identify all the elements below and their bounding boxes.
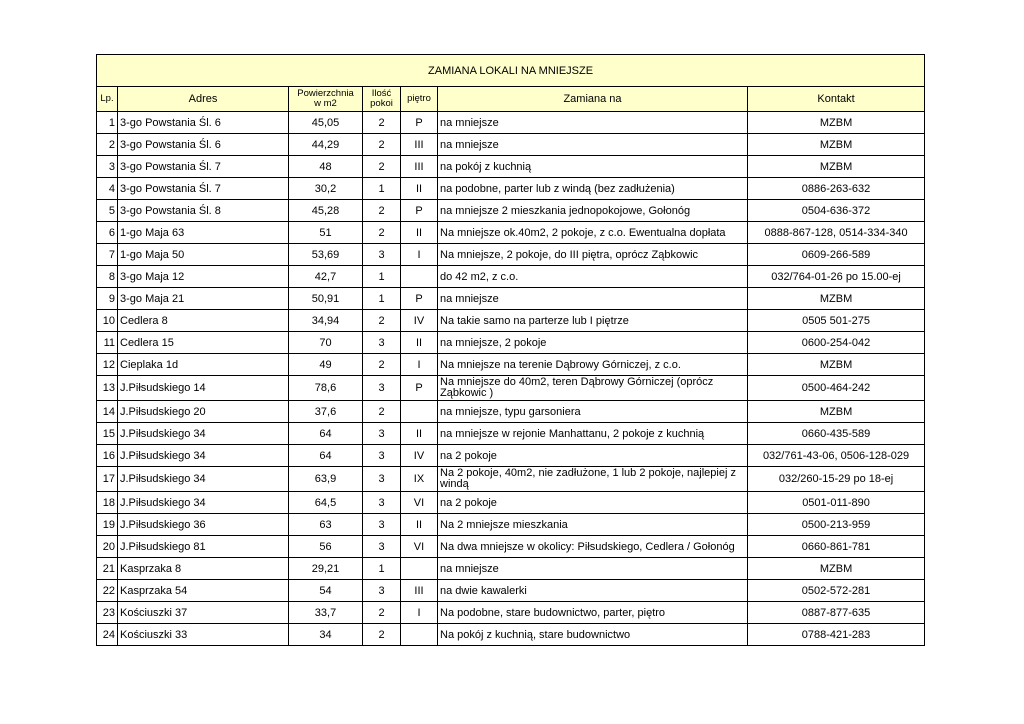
cell-zamiana: na mniejsze bbox=[438, 112, 748, 134]
cell-adres: J.Piłsudskiego 34 bbox=[118, 492, 289, 514]
header-adres: Adres bbox=[118, 87, 289, 112]
cell-kontakt: 0505 501-275 bbox=[748, 310, 925, 332]
cell-lp: 12 bbox=[97, 354, 118, 376]
cell-zamiana: Na 2 pokoje, 40m2, nie zadłużone, 1 lub 2 pokoje, najlepiej z windą bbox=[438, 467, 748, 492]
cell-ilosc-pokoi: 2 bbox=[363, 200, 401, 222]
cell-ilosc-pokoi: 2 bbox=[363, 156, 401, 178]
cell-ilosc-pokoi: 2 bbox=[363, 134, 401, 156]
cell-lp: 6 bbox=[97, 222, 118, 244]
cell-powierzchnia: 34 bbox=[289, 624, 363, 646]
table-row bbox=[97, 401, 925, 423]
cell-zamiana: na mniejsze, 2 pokoje bbox=[438, 332, 748, 354]
cell-lp: 14 bbox=[97, 401, 118, 423]
cell-kontakt: 0600-254-042 bbox=[748, 332, 925, 354]
cell-zamiana: na mniejsze bbox=[438, 288, 748, 310]
cell-lp: 5 bbox=[97, 200, 118, 222]
cell-powierzchnia: 30,2 bbox=[289, 178, 363, 200]
cell-lp: 2 bbox=[97, 134, 118, 156]
cell-adres: 3-go Powstania Śl. 8 bbox=[118, 200, 289, 222]
cell-adres: 3-go Powstania Śl. 6 bbox=[118, 112, 289, 134]
cell-ilosc-pokoi: 2 bbox=[363, 354, 401, 376]
cell-lp: 4 bbox=[97, 178, 118, 200]
table-row bbox=[97, 332, 925, 354]
cell-powierzchnia: 63 bbox=[289, 514, 363, 536]
cell-pietro: I bbox=[401, 602, 438, 624]
cell-kontakt: 032/764-01-26 po 15.00-ej bbox=[748, 266, 925, 288]
cell-pietro: IX bbox=[401, 467, 438, 492]
table-row bbox=[97, 467, 925, 492]
cell-kontakt: 0609-266-589 bbox=[748, 244, 925, 266]
cell-adres: Cieplaka 1d bbox=[118, 354, 289, 376]
table-row bbox=[97, 200, 925, 222]
cell-pietro: P bbox=[401, 288, 438, 310]
cell-kontakt: 032/761-43-06, 0506-128-029 bbox=[748, 445, 925, 467]
cell-powierzchnia: 49 bbox=[289, 354, 363, 376]
cell-zamiana: na pokój z kuchnią bbox=[438, 156, 748, 178]
cell-lp: 19 bbox=[97, 514, 118, 536]
table-row bbox=[97, 112, 925, 134]
cell-pietro: II bbox=[401, 222, 438, 244]
cell-ilosc-pokoi: 2 bbox=[363, 112, 401, 134]
cell-powierzchnia: 45,28 bbox=[289, 200, 363, 222]
cell-adres: 1-go Maja 63 bbox=[118, 222, 289, 244]
cell-lp: 24 bbox=[97, 624, 118, 646]
cell-zamiana: Na takie samo na parterze lub I piętrze bbox=[438, 310, 748, 332]
cell-powierzchnia: 48 bbox=[289, 156, 363, 178]
cell-powierzchnia: 44,29 bbox=[289, 134, 363, 156]
cell-kontakt: 0502-572-281 bbox=[748, 580, 925, 602]
cell-kontakt: 0887-877-635 bbox=[748, 602, 925, 624]
cell-ilosc-pokoi: 1 bbox=[363, 178, 401, 200]
cell-kontakt: 0501-011-890 bbox=[748, 492, 925, 514]
table-row bbox=[97, 288, 925, 310]
table-row bbox=[97, 492, 925, 514]
cell-adres: 3-go Maja 21 bbox=[118, 288, 289, 310]
header-zamiana: Zamiana na bbox=[438, 87, 748, 112]
cell-pietro: III bbox=[401, 580, 438, 602]
cell-lp: 11 bbox=[97, 332, 118, 354]
cell-ilosc-pokoi: 1 bbox=[363, 288, 401, 310]
cell-adres: Cedlera 15 bbox=[118, 332, 289, 354]
cell-lp: 13 bbox=[97, 376, 118, 401]
cell-adres: 3-go Powstania Śl. 6 bbox=[118, 134, 289, 156]
table-row bbox=[97, 310, 925, 332]
cell-pietro: I bbox=[401, 354, 438, 376]
cell-pietro: III bbox=[401, 156, 438, 178]
cell-kontakt: 0500-213-959 bbox=[748, 514, 925, 536]
cell-adres: 3-go Powstania Śl. 7 bbox=[118, 156, 289, 178]
cell-pietro: I bbox=[401, 244, 438, 266]
cell-powierzchnia: 64,5 bbox=[289, 492, 363, 514]
cell-adres: 3-go Powstania Śl. 7 bbox=[118, 178, 289, 200]
cell-ilosc-pokoi: 2 bbox=[363, 401, 401, 423]
cell-pietro: II bbox=[401, 178, 438, 200]
table-row bbox=[97, 354, 925, 376]
cell-kontakt: 0504-636-372 bbox=[748, 200, 925, 222]
table-row bbox=[97, 266, 925, 288]
table-row bbox=[97, 602, 925, 624]
cell-lp: 10 bbox=[97, 310, 118, 332]
cell-powierzchnia: 33,7 bbox=[289, 602, 363, 624]
cell-pietro bbox=[401, 401, 438, 423]
cell-powierzchnia: 53,69 bbox=[289, 244, 363, 266]
cell-powierzchnia: 37,6 bbox=[289, 401, 363, 423]
cell-zamiana: na mniejsze w rejonie Manhattanu, 2 pokoje z kuchnią bbox=[438, 423, 748, 445]
cell-adres: 3-go Maja 12 bbox=[118, 266, 289, 288]
page-title: ZAMIANA LOKALI NA MNIEJSZE bbox=[97, 55, 925, 87]
table-row bbox=[97, 156, 925, 178]
cell-pietro bbox=[401, 558, 438, 580]
cell-kontakt: MZBM bbox=[748, 112, 925, 134]
cell-lp: 17 bbox=[97, 467, 118, 492]
cell-powierzchnia: 64 bbox=[289, 445, 363, 467]
cell-zamiana: do 42 m2, z c.o. bbox=[438, 266, 748, 288]
cell-pietro: VI bbox=[401, 536, 438, 558]
cell-lp: 8 bbox=[97, 266, 118, 288]
cell-zamiana: na mniejsze bbox=[438, 134, 748, 156]
cell-pietro: IV bbox=[401, 310, 438, 332]
cell-zamiana: Na pokój z kuchnią, stare budownictwo bbox=[438, 624, 748, 646]
cell-ilosc-pokoi: 3 bbox=[363, 536, 401, 558]
cell-zamiana: Na mniejsze, 2 pokoje, do III piętra, oprócz Ząbkowic bbox=[438, 244, 748, 266]
cell-adres: J.Piłsudskiego 36 bbox=[118, 514, 289, 536]
cell-pietro bbox=[401, 624, 438, 646]
cell-pietro: VI bbox=[401, 492, 438, 514]
cell-zamiana: na 2 pokoje bbox=[438, 445, 748, 467]
table-row bbox=[97, 244, 925, 266]
cell-kontakt: 0886-263-632 bbox=[748, 178, 925, 200]
cell-zamiana: na 2 pokoje bbox=[438, 492, 748, 514]
cell-adres: J.Piłsudskiego 34 bbox=[118, 423, 289, 445]
cell-ilosc-pokoi: 2 bbox=[363, 222, 401, 244]
cell-ilosc-pokoi: 1 bbox=[363, 558, 401, 580]
cell-lp: 15 bbox=[97, 423, 118, 445]
cell-kontakt: 0888-867-128, 0514-334-340 bbox=[748, 222, 925, 244]
cell-powierzchnia: 78,6 bbox=[289, 376, 363, 401]
exchange-table bbox=[96, 54, 925, 646]
cell-kontakt: MZBM bbox=[748, 354, 925, 376]
cell-kontakt: MZBM bbox=[748, 401, 925, 423]
table-row bbox=[97, 514, 925, 536]
cell-kontakt: 0660-435-589 bbox=[748, 423, 925, 445]
cell-pietro: P bbox=[401, 112, 438, 134]
cell-kontakt: MZBM bbox=[748, 156, 925, 178]
cell-lp: 20 bbox=[97, 536, 118, 558]
cell-powierzchnia: 34,94 bbox=[289, 310, 363, 332]
cell-lp: 18 bbox=[97, 492, 118, 514]
cell-kontakt: 0500-464-242 bbox=[748, 376, 925, 401]
cell-ilosc-pokoi: 2 bbox=[363, 310, 401, 332]
cell-powierzchnia: 45,05 bbox=[289, 112, 363, 134]
cell-adres: J.Piłsudskiego 34 bbox=[118, 445, 289, 467]
cell-adres: J.Piłsudskiego 81 bbox=[118, 536, 289, 558]
cell-pietro: P bbox=[401, 376, 438, 401]
cell-zamiana: Na podobne, stare budownictwo, parter, piętro bbox=[438, 602, 748, 624]
cell-lp: 3 bbox=[97, 156, 118, 178]
cell-adres: Kościuszki 37 bbox=[118, 602, 289, 624]
cell-ilosc-pokoi: 3 bbox=[363, 514, 401, 536]
cell-pietro: II bbox=[401, 423, 438, 445]
cell-ilosc-pokoi: 3 bbox=[363, 580, 401, 602]
cell-ilosc-pokoi: 3 bbox=[363, 492, 401, 514]
cell-adres: J.Piłsudskiego 34 bbox=[118, 467, 289, 492]
header-ilosc-pokoi bbox=[363, 87, 401, 112]
cell-pietro: II bbox=[401, 332, 438, 354]
cell-powierzchnia: 50,91 bbox=[289, 288, 363, 310]
cell-zamiana: na mniejsze 2 mieszkania jednopokojowe, Gołonóg bbox=[438, 200, 748, 222]
cell-zamiana: Na 2 mniejsze mieszkania bbox=[438, 514, 748, 536]
table-row bbox=[97, 445, 925, 467]
cell-powierzchnia: 63,9 bbox=[289, 467, 363, 492]
cell-zamiana: Na mniejsze ok.40m2, 2 pokoje, z c.o. Ewentualna dopłata bbox=[438, 222, 748, 244]
cell-zamiana: na podobne, parter lub z windą (bez zadłużenia) bbox=[438, 178, 748, 200]
cell-kontakt: MZBM bbox=[748, 134, 925, 156]
cell-powierzchnia: 70 bbox=[289, 332, 363, 354]
cell-ilosc-pokoi: 1 bbox=[363, 266, 401, 288]
header-powierzchnia-line2: w m2 bbox=[314, 98, 337, 109]
cell-ilosc-pokoi: 3 bbox=[363, 467, 401, 492]
table-row bbox=[97, 178, 925, 200]
cell-powierzchnia: 64 bbox=[289, 423, 363, 445]
cell-zamiana: Na mniejsze na terenie Dąbrowy Górniczej, z c.o. bbox=[438, 354, 748, 376]
cell-ilosc-pokoi: 3 bbox=[363, 445, 401, 467]
cell-ilosc-pokoi: 3 bbox=[363, 244, 401, 266]
cell-powierzchnia: 29,21 bbox=[289, 558, 363, 580]
cell-adres: J.Piłsudskiego 14 bbox=[118, 376, 289, 401]
cell-ilosc-pokoi: 3 bbox=[363, 332, 401, 354]
cell-kontakt: MZBM bbox=[748, 558, 925, 580]
cell-adres: J.Piłsudskiego 20 bbox=[118, 401, 289, 423]
cell-kontakt: 032/260-15-29 po 18-ej bbox=[748, 467, 925, 492]
cell-powierzchnia: 54 bbox=[289, 580, 363, 602]
table-row bbox=[97, 624, 925, 646]
cell-adres: Cedlera 8 bbox=[118, 310, 289, 332]
cell-adres: Kasprzaka 54 bbox=[118, 580, 289, 602]
cell-lp: 7 bbox=[97, 244, 118, 266]
cell-pietro: II bbox=[401, 514, 438, 536]
header-powierzchnia-line1: Powierzchnia bbox=[297, 88, 354, 99]
table-row bbox=[97, 134, 925, 156]
cell-ilosc-pokoi: 2 bbox=[363, 602, 401, 624]
cell-powierzchnia: 56 bbox=[289, 536, 363, 558]
cell-powierzchnia: 42,7 bbox=[289, 266, 363, 288]
table-row bbox=[97, 222, 925, 244]
cell-zamiana: na mniejsze bbox=[438, 558, 748, 580]
cell-adres: Kasprzaka 8 bbox=[118, 558, 289, 580]
header-lp: Lp. bbox=[97, 87, 118, 112]
table-row bbox=[97, 376, 925, 401]
cell-pietro: P bbox=[401, 200, 438, 222]
cell-adres: 1-go Maja 50 bbox=[118, 244, 289, 266]
cell-zamiana: na dwie kawalerki bbox=[438, 580, 748, 602]
cell-lp: 21 bbox=[97, 558, 118, 580]
header-ilosc-line2: pokoi bbox=[370, 98, 393, 109]
cell-pietro: IV bbox=[401, 445, 438, 467]
cell-pietro bbox=[401, 266, 438, 288]
header-powierzchnia bbox=[289, 87, 363, 112]
table-row bbox=[97, 558, 925, 580]
cell-ilosc-pokoi: 3 bbox=[363, 423, 401, 445]
table-row bbox=[97, 536, 925, 558]
cell-lp: 23 bbox=[97, 602, 118, 624]
cell-kontakt: MZBM bbox=[748, 288, 925, 310]
cell-ilosc-pokoi: 2 bbox=[363, 624, 401, 646]
cell-kontakt: 0788-421-283 bbox=[748, 624, 925, 646]
cell-zamiana: Na mniejsze do 40m2, teren Dąbrowy Górniczej (oprócz Ząbkowic ) bbox=[438, 376, 748, 401]
cell-ilosc-pokoi: 3 bbox=[363, 376, 401, 401]
cell-lp: 16 bbox=[97, 445, 118, 467]
header-pietro: piętro bbox=[401, 87, 438, 112]
cell-zamiana: na mniejsze, typu garsoniera bbox=[438, 401, 748, 423]
table-row bbox=[97, 423, 925, 445]
table-row bbox=[97, 580, 925, 602]
cell-lp: 9 bbox=[97, 288, 118, 310]
cell-adres: Kościuszki 33 bbox=[118, 624, 289, 646]
cell-lp: 22 bbox=[97, 580, 118, 602]
cell-kontakt: 0660-861-781 bbox=[748, 536, 925, 558]
cell-powierzchnia: 51 bbox=[289, 222, 363, 244]
cell-lp: 1 bbox=[97, 112, 118, 134]
cell-pietro: III bbox=[401, 134, 438, 156]
header-kontakt: Kontakt bbox=[748, 87, 925, 112]
header-ilosc-line1: Ilość bbox=[371, 88, 392, 99]
cell-zamiana: Na dwa mniejsze w okolicy: Piłsudskiego, Cedlera / Gołonóg bbox=[438, 536, 748, 558]
